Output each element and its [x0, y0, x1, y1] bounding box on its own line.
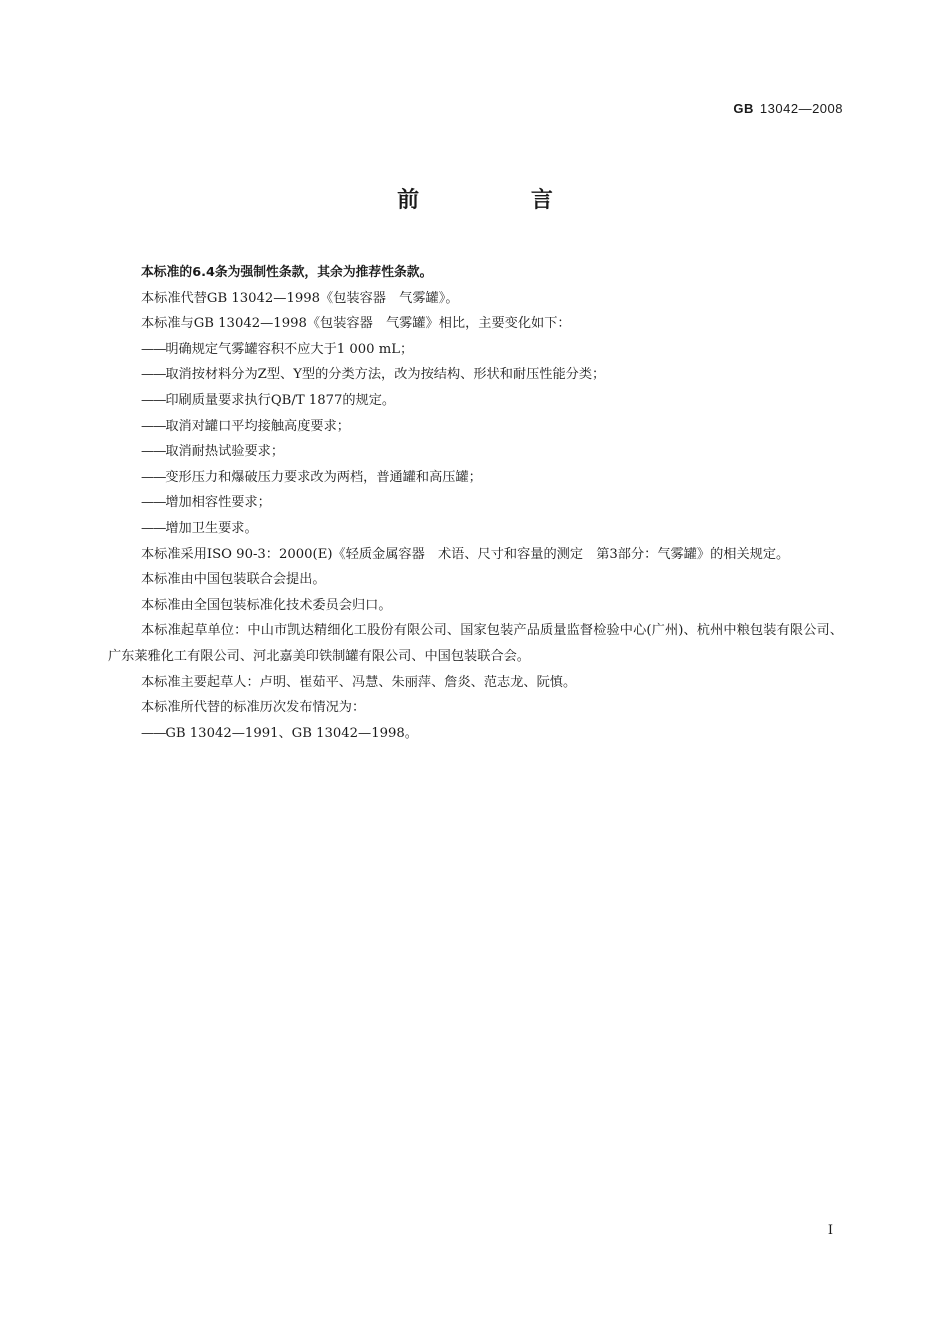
document-body [108, 260, 843, 746]
drafting-units: 本标准起草单位：中山市凯达精细化工股份有限公司、国家包装产品质量监督检验中心(广州)、杭州中粮包装有限公司、广东莱雅化工有限公司、河北嘉美印铁制罐有限公司、中国包装联合会。 [108, 623, 843, 664]
drafters: 本标准主要起草人：卢明、崔茹平、冯慧、朱丽萍、詹炎、范志龙、阮慎。 [141, 674, 577, 690]
dash-mark: —— [141, 495, 166, 511]
standard-number-header [733, 101, 843, 116]
dash-mark: —— [141, 444, 166, 460]
dash-mark: —— [141, 725, 166, 741]
list-item: ——增加相容性要求； [141, 495, 271, 511]
dash-mark: —— [141, 418, 166, 434]
adoption-statement: 本标准采用ISO 90-3：2000(E)《轻质金属容器 术语、尺寸和容量的测定 第3部分：气雾罐》的相关规定。 [141, 546, 790, 562]
list-item: ——取消按材料分为Z型、Y型的分类方法，改为按结构、形状和耐压性能分类； [141, 367, 606, 383]
dash-mark: —— [141, 469, 166, 485]
list-item: ——明确规定气雾罐容积不应大于1 000 mL； [141, 341, 414, 357]
list-item: ——印刷质量要求执行QB/T 1877的规定。 [141, 392, 396, 408]
standard-number: 13042—2008 [759, 101, 843, 116]
standard-prefix: GB [733, 101, 754, 116]
list-item: ——增加卫生要求。 [141, 520, 258, 536]
list-item: ——取消耐热试验要求； [141, 444, 285, 460]
list-item: ——取消对罐口平均接触高度要求； [141, 418, 350, 434]
dash-mark: —— [141, 341, 166, 357]
page-title: 前 言 [397, 188, 605, 213]
page-number: I [827, 1223, 833, 1238]
changes-intro: 本标准与GB 13042—1998《包装容器 气雾罐》相比，主要变化如下： [141, 316, 571, 332]
history-intro: 本标准所代替的标准历次发布情况为： [141, 700, 366, 716]
mandatory-clause-statement: 本标准的6.4条为强制性条款，其余为推荐性条款。 [141, 265, 433, 280]
committee-statement: 本标准由全国包装标准化技术委员会归口。 [141, 597, 392, 613]
dash-mark: —— [141, 520, 166, 536]
replacement-statement: 本标准代替GB 13042—1998《包装容器 气雾罐》。 [141, 290, 459, 306]
history-item: ——GB 13042—1991、GB 13042—1998。 [141, 725, 418, 741]
dash-mark: —— [141, 392, 166, 408]
proposer-statement: 本标准由中国包装联合会提出。 [141, 572, 326, 588]
list-item: ——变形压力和爆破压力要求改为两档，普通罐和高压罐； [141, 469, 482, 485]
dash-mark: —— [141, 367, 166, 383]
